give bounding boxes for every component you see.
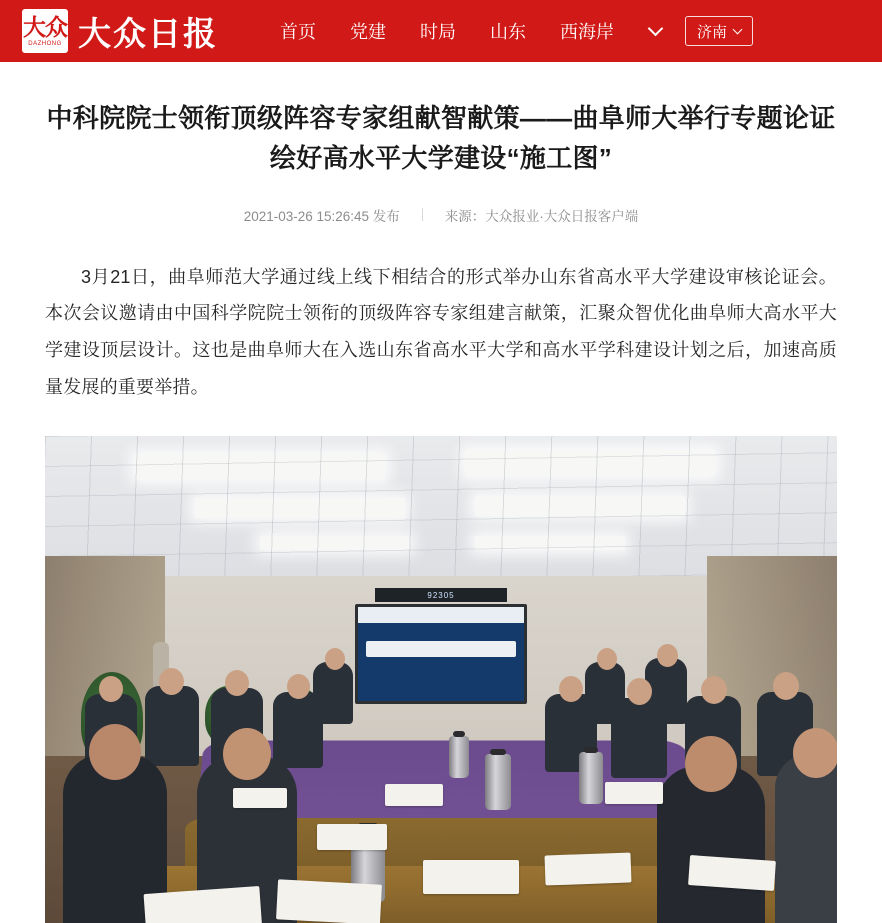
attendee-head <box>793 728 837 778</box>
nav-item-shandong[interactable]: 山东 <box>490 22 526 42</box>
attendee-head <box>701 676 727 704</box>
thermos-flask <box>485 754 511 810</box>
article-title: 中科院院士领衔顶级阵容专家组献智献策——曲阜师大举行专题论证绘好高水平大学建设“施工图” <box>46 103 836 174</box>
attendee <box>611 698 667 778</box>
chevron-down-icon <box>648 21 664 37</box>
presentation-screen <box>355 604 527 704</box>
nav-item-current-affairs[interactable]: 时局 <box>420 22 456 42</box>
city-selector[interactable] <box>685 16 753 46</box>
screen-toolbar <box>358 607 524 623</box>
attendee-head <box>225 670 249 696</box>
nav-item-xihaian[interactable]: 西海岸 <box>560 22 614 42</box>
article-photo <box>45 436 837 923</box>
document-page <box>385 784 443 806</box>
meta-divider <box>422 208 423 221</box>
attendee-head <box>223 728 271 780</box>
nav-item-home[interactable]: 首页 <box>280 22 316 42</box>
logo-subtext: DAZHONG <box>28 40 62 47</box>
logo-badge-icon <box>22 9 68 53</box>
document-page <box>317 824 387 850</box>
attendee-head <box>597 648 617 670</box>
attendee-foreground <box>775 754 837 923</box>
screen-label: 92305 <box>375 588 507 602</box>
attendee <box>273 692 323 768</box>
logo-glyph: 大众 <box>23 13 67 41</box>
attendee-head <box>159 668 184 695</box>
chevron-down-icon <box>733 24 743 34</box>
thermos-flask <box>579 752 603 804</box>
document-page <box>545 853 632 886</box>
screen-title-band <box>366 641 516 657</box>
attendee <box>145 686 199 766</box>
article-paragraph: 3月21日，曲阜师范大学通过线上线下相结合的形式举办山东省高水平大学建设审核论证会。本次会议邀请由中国科学院院士领衔的顶级阵容专家组建言献策，汇聚众智优化曲阜师大高水平大学建设顶层设计。这也是曲阜师大在入选山东省高水平大学和高水平学科建设计划之后，加速高质量发展的重要举措。 <box>45 266 837 398</box>
attendee-head <box>99 676 123 702</box>
photo-scene <box>45 436 837 923</box>
main-navigation <box>280 14 614 48</box>
document-page <box>423 860 519 894</box>
attendee-head <box>773 672 799 700</box>
attendee-head <box>685 736 737 792</box>
document-page <box>605 782 663 804</box>
attendee-head <box>325 648 345 670</box>
attendee-head <box>287 674 310 699</box>
site-header <box>0 0 882 62</box>
article-meta <box>45 205 837 225</box>
document-page <box>276 879 382 923</box>
article-source: 来源：大众报业·大众日报客户端 <box>444 208 639 224</box>
document-page <box>233 788 287 808</box>
nav-item-party[interactable]: 党建 <box>350 22 386 42</box>
brand-name: 大众日报 <box>78 13 218 53</box>
city-selector-label: 济南 <box>697 23 728 41</box>
site-logo[interactable] <box>22 8 218 55</box>
attendee-head <box>559 676 583 702</box>
publish-time: 2021-03-26 15:26:45 发布 <box>243 208 400 224</box>
article-page <box>0 98 882 923</box>
nav-more-button[interactable] <box>650 28 661 34</box>
attendee-head <box>627 678 652 705</box>
document-page <box>688 855 776 891</box>
attendee-head <box>657 644 678 667</box>
thermos-flask <box>449 736 469 778</box>
attendee-head <box>89 724 141 780</box>
